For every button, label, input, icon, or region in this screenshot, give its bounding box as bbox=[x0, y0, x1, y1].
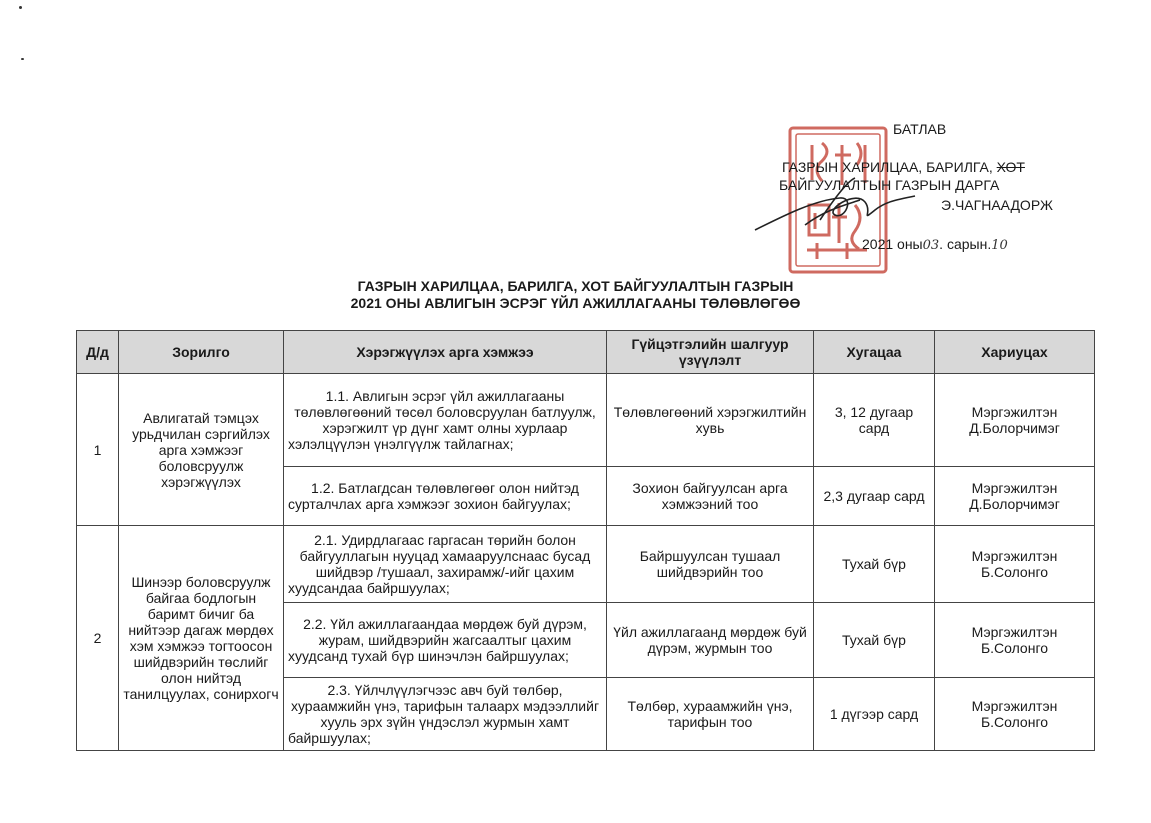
table-row bbox=[77, 526, 1095, 603]
approval-org-line2: БАЙГУУЛАЛТЫН ГАЗРЫН ДАРГА bbox=[779, 177, 1000, 193]
responsible-cell: Мэргэжилтэн Б.Солонго bbox=[935, 526, 1095, 603]
deadline-cell: Тухай бүр bbox=[814, 603, 935, 678]
header-deadline: Хугацаа bbox=[814, 331, 935, 374]
document-title-line2: 2021 ОНЫ АВЛИГЫН ЭСРЭГ ҮЙЛ АЖИЛЛАГААНЫ ТӨЛӨВЛӨГӨӨ bbox=[350, 295, 801, 311]
table-header-row bbox=[77, 331, 1095, 374]
scan-speck bbox=[19, 6, 22, 9]
criteria-cell: Зохион байгуулсан арга хэмжээний тоо bbox=[607, 467, 814, 526]
date-mid: . сарын. bbox=[939, 236, 992, 252]
responsible-cell: Мэргэжилтэн Б.Солонго bbox=[935, 603, 1095, 678]
header-goal: Зорилго bbox=[119, 331, 284, 374]
criteria-cell: Үйл ажиллагаанд мөрдөж буй дүрэм, журмын тоо bbox=[607, 603, 814, 678]
approval-org-line1-struck: ХОТ bbox=[996, 159, 1025, 175]
responsible-cell: Мэргэжилтэн Д.Болорчимэг bbox=[935, 467, 1095, 526]
row-number: 1 bbox=[77, 374, 119, 526]
task-cell: 1.2. Батлагдсан төлөвлөгөөг олон нийтэд сурталчлах арга хэмжээг зохион байгуулах; bbox=[284, 467, 607, 526]
approval-date bbox=[862, 236, 1008, 254]
deadline-cell: Тухай бүр bbox=[814, 526, 935, 603]
date-day: 10 bbox=[991, 238, 1008, 253]
deadline-cell: 2,3 дугаар сард bbox=[814, 467, 935, 526]
date-month: 03 bbox=[922, 238, 940, 253]
document-title-line1: ГАЗРЫН ХАРИЛЦАА, БАРИЛГА, ХОТ БАЙГУУЛАЛТЫН ГАЗРЫН bbox=[357, 278, 794, 294]
approver-name: Э.ЧАГНААДОРЖ bbox=[941, 197, 1053, 213]
header-num: Д/д bbox=[77, 331, 119, 374]
deadline-cell: 1 дүгээр сард bbox=[814, 678, 935, 751]
scan-speck bbox=[21, 58, 24, 60]
task-cell: 1.1. Авлигын эсрэг үйл ажиллагааны төлөвлөгөөний төсөл боловсруулан батлуулж, хэрэгжилт үр дүнг хамт олны хурлаар хэлэлцүүлэн үнэлгүүлж тайлагнах; bbox=[284, 374, 607, 467]
goal-cell: Авлигатай тэмцэх урьдчилан сэргийлэх арга хэмжээг боловсруулж хэрэгжүүлэх bbox=[119, 374, 284, 526]
task-cell: 2.2. Үйл ажиллагаандаа мөрдөж буй дүрэм, журам, шийдвэрийн жагсаалтыг цахим хуудсанд тухай бүр шинэчлэн байршуулах; bbox=[284, 603, 607, 678]
task-cell: 2.3. Үйлчлүүлэгчээс авч буй төлбөр, хураамжийн үнэ, тарифын талаарх мэдээллийг хууль эрх зүйн үндэслэл журмын хамт байршуулах; bbox=[284, 678, 607, 751]
criteria-cell: Байршуулсан тушаал шийдвэрийн тоо bbox=[607, 526, 814, 603]
header-criteria: Гүйцэтгэлийн шалгуур үзүүлэлт bbox=[607, 331, 814, 374]
goal-cell: Шинээр боловсруулж байгаа бодлогын баримт бичиг ба нийтээр дагаж мөрдөх хэм хэмжээ тогтоосон шийдвэрийн төслийг олон нийтэд танилцуулах, сонирхогч bbox=[119, 526, 284, 751]
criteria-cell: Төлөвлөгөөний хэрэгжилтийн хувь bbox=[607, 374, 814, 467]
approval-org-line1-text: ГАЗРЫН ХАРИЛЦАА, БАРИЛГА, bbox=[782, 159, 997, 175]
approval-org-line1 bbox=[782, 159, 1025, 176]
anti-corruption-plan-table bbox=[76, 330, 1095, 751]
task-cell: 2.1. Удирдлагаас гаргасан төрийн болон байгууллагын нууцад хамааруулснаас бусад шийдвэр /тушаал, захирамж/-ийг цахим хуудсандаа байршуулах; bbox=[284, 526, 607, 603]
responsible-cell: Мэргэжилтэн Д.Болорчимэг bbox=[935, 374, 1095, 467]
deadline-cell: 3, 12 дугаар сард bbox=[814, 374, 935, 467]
row-number: 2 bbox=[77, 526, 119, 751]
table-row bbox=[77, 374, 1095, 467]
date-prefix: 2021 оны bbox=[862, 236, 923, 252]
responsible-cell: Мэргэжилтэн Б.Солонго bbox=[935, 678, 1095, 751]
header-task: Хэрэгжүүлэх арга хэмжээ bbox=[284, 331, 607, 374]
criteria-cell: Төлбөр, хураамжийн үнэ, тарифын тоо bbox=[607, 678, 814, 751]
approval-heading: БАТЛАВ bbox=[893, 121, 947, 137]
header-responsible: Хариуцах bbox=[935, 331, 1095, 374]
